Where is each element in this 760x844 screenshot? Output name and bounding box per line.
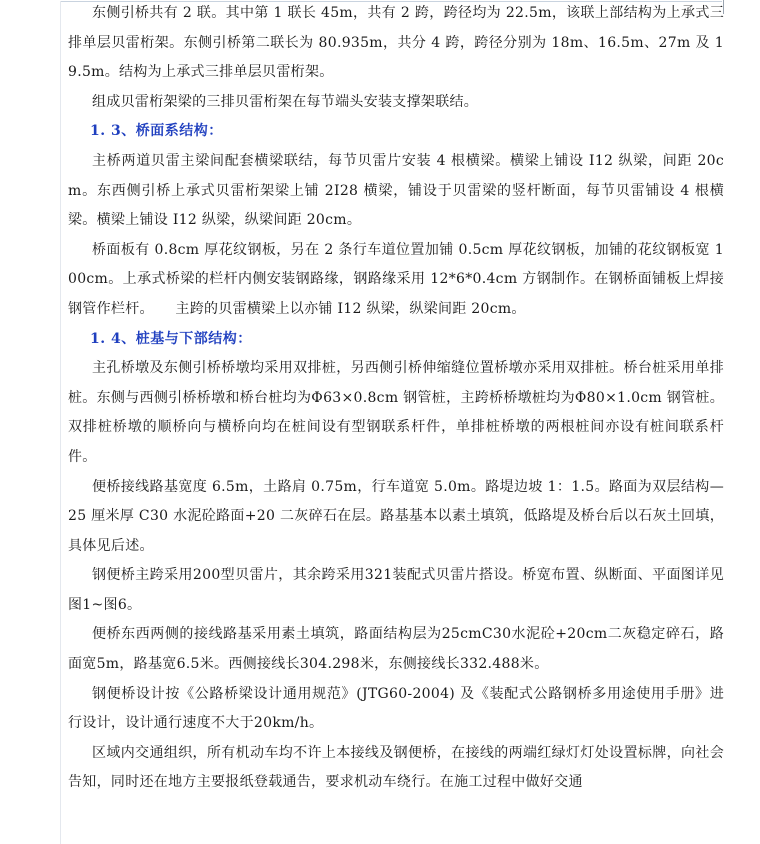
paragraph-approach-pavement: 便桥东西两侧的接线路基采用素土填筑，路面结构层为25cmC30水泥砼+20cm二灰稳定碎石，路面宽5m，路基宽6.5米。西侧接线长304.298米，东侧接线长332.488米。 — [68, 626, 724, 673]
page-margin-line — [60, 1, 61, 844]
paragraph-crossbeams-stringers: 主桥两道贝雷主梁间配套横梁联结，每节贝雷片安装 4 根横梁。横梁上铺设 I12 纵梁，间距 20cm。东西侧引桥上承式贝雷桁架梁上铺 2I28 横梁，铺设于贝雷梁的竖杆断面，每节贝雷铺设 4 根横梁。横梁上铺设 I12 纵梁，纵梁间距 20cm。 — [68, 152, 724, 229]
paragraph-approach-roadbed: 便桥接线路基宽度 6.5m，土路肩 0.75m，行车道宽 5.0m。路堤边坡 1：1.5。路面为双层结构—25 厘米厚 C30 水泥砼路面+20 二灰碎石在层。路基基本以素土填筑，低路堤及桥台后以石灰土回填，具体见后述。 — [68, 478, 724, 554]
paragraph-traffic-organization: 区域内交通组织，所有机动车均不许上本接线及钢便桥，在接线的两端红绿灯灯处设置标牌，向社会告知，同时还在地方主要报纸登载通告，要求机动车绕行。在施工过程中做好交通 — [68, 744, 724, 791]
paragraph-pile-piers: 主孔桥墩及东侧引桥桥墩均采用双排桩，另西侧引桥伸缩缝位置桥墩亦采用双排桩。桥台桩采用单排桩。东侧与西侧引桥桥墩和桥台桩均为Φ63×0.8cm 钢管桩，主跨桥桥墩桩均为Φ80×1.0cm 钢管桩。双排桩桥墩的顺桥向与横桥向均在桩间设有型钢联系杆件，单排桩桥墩的两根桩间亦设有桩间联系杆件。 — [68, 360, 724, 465]
paragraph-east-approach-spans: 东侧引桥共有 2 联。其中第 1 联长 45m，共有 2 跨，跨径均为 22.5m，该联上部结构为上承式三排单层贝雷桁架。东侧引桥第二联长为 80.935m，共分 4 跨，跨径分别为 18m、16.5m、27m 及 19.5m。结构为上承式三排单层贝雷桁架。 — [68, 5, 724, 81]
document-body — [68, 0, 724, 798]
section-heading-deck-system: 1. 3、桥面系结构： — [90, 123, 223, 140]
paragraph-design-code: 钢便桥设计按《公路桥梁设计通用规范》(JTG60-2004) 及《装配式公路钢桥多用途使用手册》进行设计，设计通行速度不大于20km/h。 — [68, 685, 724, 732]
paragraph-deck-plate: 桥面板有 0.8cm 厚花纹钢板，另在 2 条行车道位置加铺 0.5cm 厚花纹钢板，加铺的花纹钢板宽 100cm。上承式桥梁的栏杆内侧安装钢路缘，钢路缘采用 12*6*0.4cm 方钢制作。在钢桥面铺板上焊接钢管作栏杆。 主跨的贝雷横梁上以亦铺 I12 纵梁，纵梁间距 20cm。 — [68, 241, 724, 317]
section-heading-piles-substructure: 1. 4、桩基与下部结构： — [90, 330, 252, 347]
paragraph-bailey-panels: 钢便桥主跨采用200型贝雷片，其余跨采用321装配式贝雷片搭设。桥宽布置、纵断面、平面图详见图1~图6。 — [68, 567, 724, 613]
paragraph-truss-bracing: 组成贝雷桁架梁的三排贝雷桁架在每节端头安装支撑架联结。 — [92, 93, 479, 110]
